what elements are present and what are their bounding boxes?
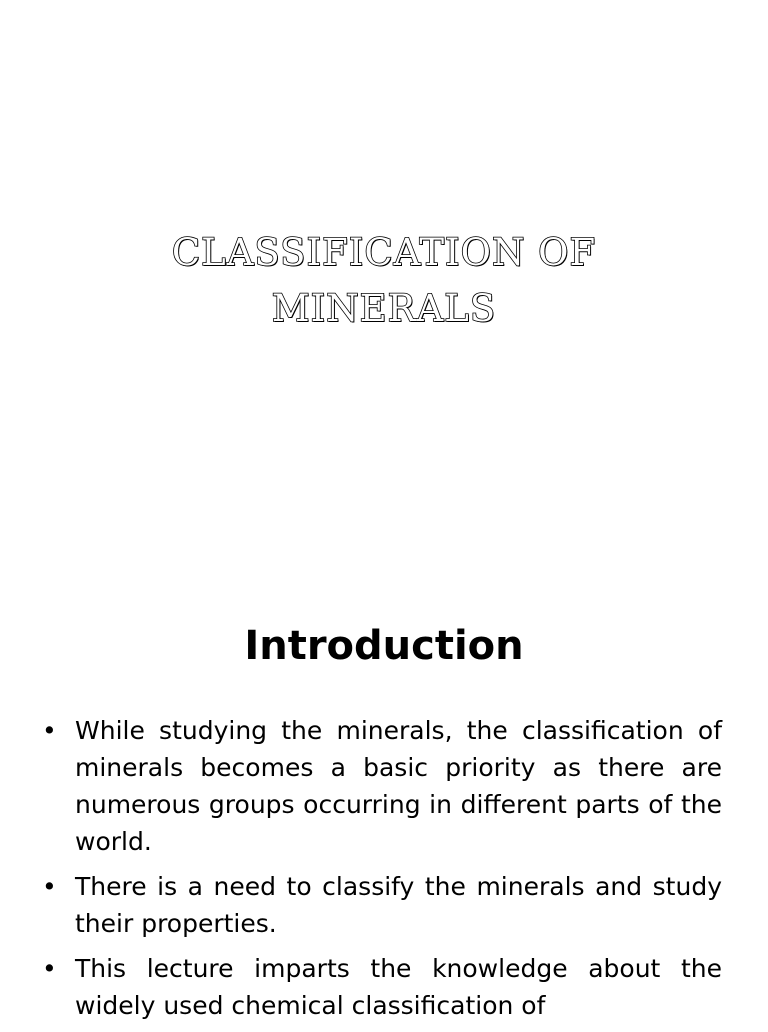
bullet-text: While studying the minerals, the classification of minerals becomes a basic priority as there are numerous groups occurring in different parts of the world. — [75, 716, 722, 856]
bullet-dot-icon: • — [42, 872, 57, 901]
bullet-item — [42, 712, 722, 860]
bullet-item — [42, 950, 722, 1024]
slide-title — [0, 225, 768, 337]
section-heading: Introduction — [244, 623, 524, 669]
bullet-text: There is a need to classify the minerals and study their properties. — [75, 872, 722, 938]
bullet-dot-icon: • — [42, 716, 57, 745]
slide-title-line-2: MINERALS — [271, 287, 497, 330]
slide-title-line-1: CLASSIFICATION OF — [171, 231, 597, 274]
bullet-list — [42, 712, 722, 1032]
bullet-dot-icon: • — [42, 954, 57, 983]
bullet-item — [42, 868, 722, 942]
bullet-text: This lecture imparts the knowledge about the widely used chemical classification of — [75, 954, 722, 1020]
